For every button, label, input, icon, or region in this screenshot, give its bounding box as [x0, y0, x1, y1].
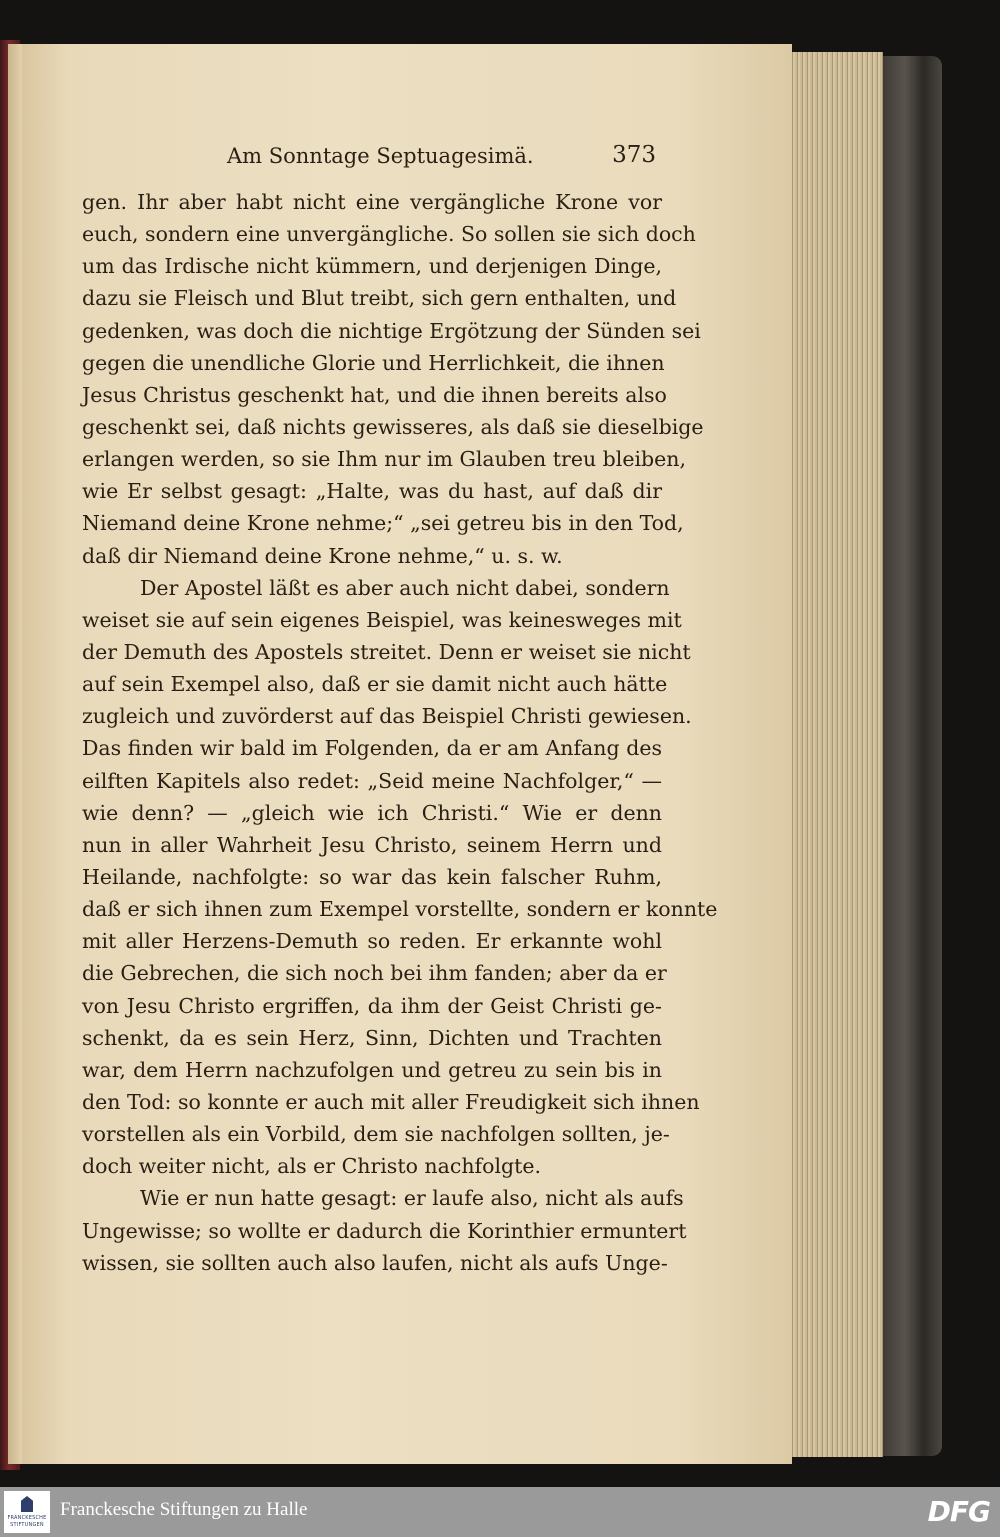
text-line: dazu sie Fleisch und Blut treibt, sich gern enthalten, und	[82, 286, 677, 311]
text-line: daß er sich ihnen zum Exempel vorstellte, sondern er konnte	[82, 897, 718, 922]
text-line: doch weiter nicht, als er Christo nachfolgte.	[82, 1154, 542, 1179]
text-line: den Tod: so konnte er auch mit aller Freudigkeit sich ihnen	[82, 1089, 700, 1114]
text-line: gegen die unendliche Glorie und Herrlichkeit, die ihnen	[82, 350, 665, 375]
text-line: Heilande, nachfolgte: so war das kein falscher Ruhm,	[82, 864, 662, 889]
text-line: wie denn? — „gleich wie ich Christi.“ Wie er denn	[82, 800, 662, 825]
page-text	[82, 140, 718, 1279]
text-line: Das finden wir bald im Folgenden, da er am Anfang des	[82, 736, 662, 761]
text-line: weiset sie auf sein eigenes Beispiel, was keinesweges mit	[82, 607, 682, 632]
right-cover	[880, 56, 942, 1456]
page-number: 373	[612, 142, 656, 168]
text-line: von Jesu Christo ergriffen, da ihm der Geist Christi ge-	[82, 993, 662, 1018]
viewer-footer	[0, 1487, 1000, 1537]
text-line: nun in aller Wahrheit Jesu Christo, seinem Herrn und	[82, 832, 662, 857]
dfg-logo[interactable]: DFG	[927, 1495, 990, 1528]
text-line: der Demuth des Apostels streitet. Denn er weiset sie nicht	[82, 639, 691, 664]
text-line: auf sein Exempel also, daß er sie damit nicht auch hätte	[82, 672, 668, 697]
building-icon	[21, 1496, 33, 1512]
text-line: wie Er selbst gesagt: „Halte, was du hast, auf daß dir	[82, 479, 662, 504]
institution-name[interactable]: Franckesche Stiftungen zu Halle	[60, 1499, 308, 1520]
logo-text-top: FRANCKESCHE	[7, 1515, 47, 1521]
text-line: Jesus Christus geschenkt hat, und die ihnen bereits also	[82, 382, 667, 407]
text-line: gedenken, was doch die nichtige Ergötzung der Sünden sei	[82, 318, 701, 343]
text-line: zugleich und zuvörderst auf das Beispiel Christi gewiesen.	[82, 704, 692, 729]
text-line: daß dir Niemand deine Krone nehme,“ u. s. w.	[82, 543, 563, 568]
text-line: Niemand deine Krone nehme;“ „sei getreu bis in den Tod,	[82, 511, 684, 536]
text-line: wissen, sie sollten auch also laufen, nicht als aufs Unge-	[82, 1250, 668, 1275]
text-line: Der Apostel läßt es aber auch nicht dabei, sondern	[140, 575, 670, 600]
text-line: gen. Ihr aber habt nicht eine vergängliche Krone vor	[82, 190, 662, 214]
text-line: Wie er nun hatte gesagt: er laufe also, nicht als aufs	[140, 1186, 684, 1211]
text-line: eilften Kapitels also redet: „Seid meine Nachfolger,“ —	[82, 768, 662, 793]
running-title: Am Sonntage Septuagesimä.	[227, 144, 534, 168]
text-line: um das Irdische nicht kümmern, und derjenigen Dinge,	[82, 254, 662, 279]
text-line: mit aller Herzens-Demuth so reden. Er erkannte wohl	[82, 929, 662, 954]
text-line: erlangen werden, so sie Ihm nur im Glauben treu bleiben,	[82, 447, 687, 472]
left-page-edge	[8, 44, 22, 1464]
page-header	[82, 140, 662, 186]
text-line: schenkt, da es sein Herz, Sinn, Dichten und Trachten	[82, 1025, 662, 1050]
text-line: euch, sondern eine unvergängliche. So sollen sie sich doch	[82, 222, 696, 247]
text-line: war, dem Herrn nachzufolgen und getreu zu sein bis in	[82, 1057, 662, 1082]
text-line: Ungewisse; so wollte er dadurch die Korinthier ermuntert	[82, 1218, 687, 1243]
text-line: geschenkt sei, daß nichts gewisseres, als daß sie dieselbige	[82, 414, 704, 439]
logo-text-bottom: STIFTUNGEN	[10, 1522, 44, 1528]
text-line: die Gebrechen, die sich noch bei ihm fanden; aber da er	[82, 961, 667, 986]
page-block-edges	[785, 52, 883, 1457]
text-line: vorstellen als ein Vorbild, dem sie nachfolgen sollten, je-	[82, 1122, 670, 1147]
institution-logo[interactable]	[4, 1491, 50, 1533]
